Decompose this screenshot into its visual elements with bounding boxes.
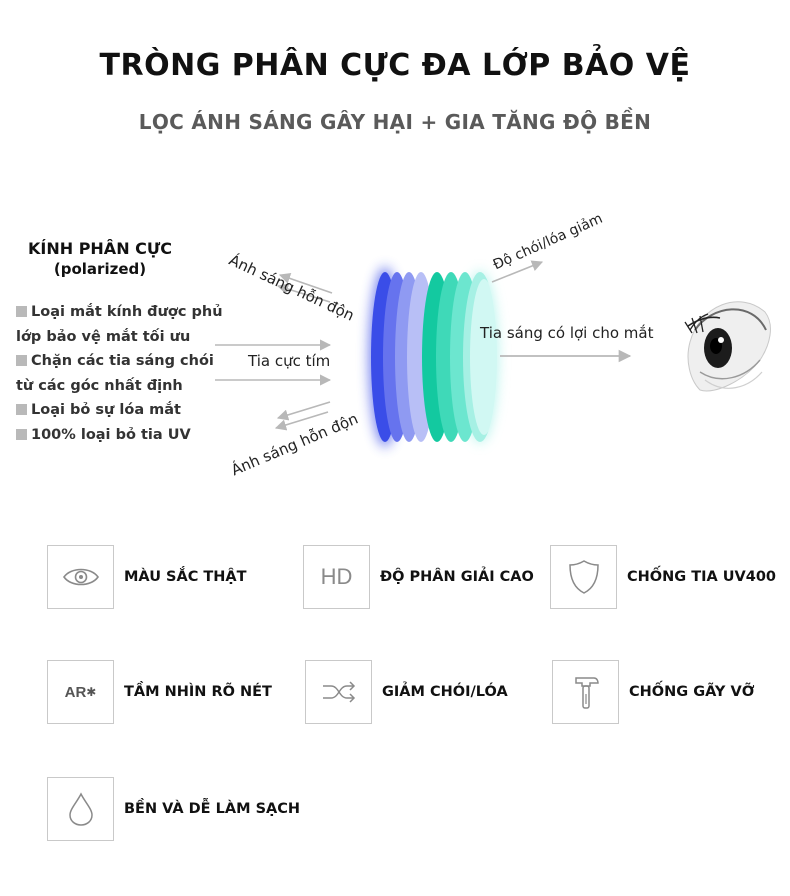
scattered-light-top-label: Ánh sáng hỗn độn <box>226 250 358 325</box>
polarized-title: KÍNH PHÂN CỰC <box>27 239 172 258</box>
feature-line: Loại mắt kính được phủ <box>31 304 223 320</box>
feature-durable-easy-clean <box>47 777 300 841</box>
feature-icon-box <box>47 777 114 841</box>
feature-label: TẦM NHÌN RÕ NÉT <box>124 684 272 700</box>
shuffle-icon <box>319 678 359 706</box>
feature-true-color <box>47 545 247 609</box>
hammer-icon <box>570 672 602 712</box>
teal-filter-layers <box>422 272 498 442</box>
scattered-light-bottom-label: Ánh sáng hỗn độn <box>228 409 361 480</box>
sparkle-icon: ✱ <box>86 685 97 699</box>
feature-icon-box <box>552 660 619 724</box>
shield-icon <box>567 558 601 596</box>
eye-illustration-icon <box>685 302 770 391</box>
feature-uv400 <box>550 545 776 609</box>
feature-label: BỀN VÀ DỄ LÀM SẠCH <box>124 801 301 817</box>
polarized-subtitle: (polarized) <box>53 260 147 278</box>
feature-line: Chặn các tia sáng chói <box>31 353 214 369</box>
feature-line: 100% loại bỏ tia UV <box>31 426 191 443</box>
feature-label: ĐỘ PHÂN GIẢI CAO <box>380 569 534 585</box>
feature-label: MÀU SẮC THẬT <box>124 569 247 585</box>
droplet-icon <box>66 790 96 828</box>
page-subtitle: LỌC ÁNH SÁNG GÂY HẠI + GIA TĂNG ĐỘ BỀN <box>138 110 652 134</box>
feature-item-continued: lớp bảo vệ mắt tối ưu <box>16 328 191 345</box>
feature-shatter-resistant <box>552 660 754 724</box>
uv-ray-label: Tia cực tím <box>248 352 331 370</box>
feature-icon-box <box>47 660 114 724</box>
page-title: TRÒNG PHÂN CỰC ĐA LỚP BẢO VỆ <box>99 48 691 83</box>
feature-high-resolution <box>303 545 534 609</box>
feature-item-continued: từ các góc nhất định <box>16 377 183 394</box>
reduced-glare-label: Độ chói/lóa giảm <box>490 210 606 274</box>
feature-glare-reduction <box>305 660 508 724</box>
feature-label: CHỐNG GÃY VỠ <box>629 684 755 700</box>
feature-icon-box <box>550 545 617 609</box>
feature-icon-box <box>305 660 372 724</box>
feature-clear-vision <box>47 660 272 724</box>
feature-icon-box <box>47 545 114 609</box>
eye-icon <box>61 563 101 591</box>
feature-label: CHỐNG TIA UV400 <box>627 569 777 585</box>
ar-icon: AR <box>64 683 87 701</box>
hd-icon: HD <box>320 564 353 589</box>
feature-label: GIẢM CHÓI/LÓA <box>382 684 508 700</box>
feature-icon-box <box>303 545 370 609</box>
feature-line: Loại bỏ sự lóa mắt <box>31 402 181 418</box>
beneficial-light-label: Tia sáng có lợi cho mắt <box>480 324 654 342</box>
